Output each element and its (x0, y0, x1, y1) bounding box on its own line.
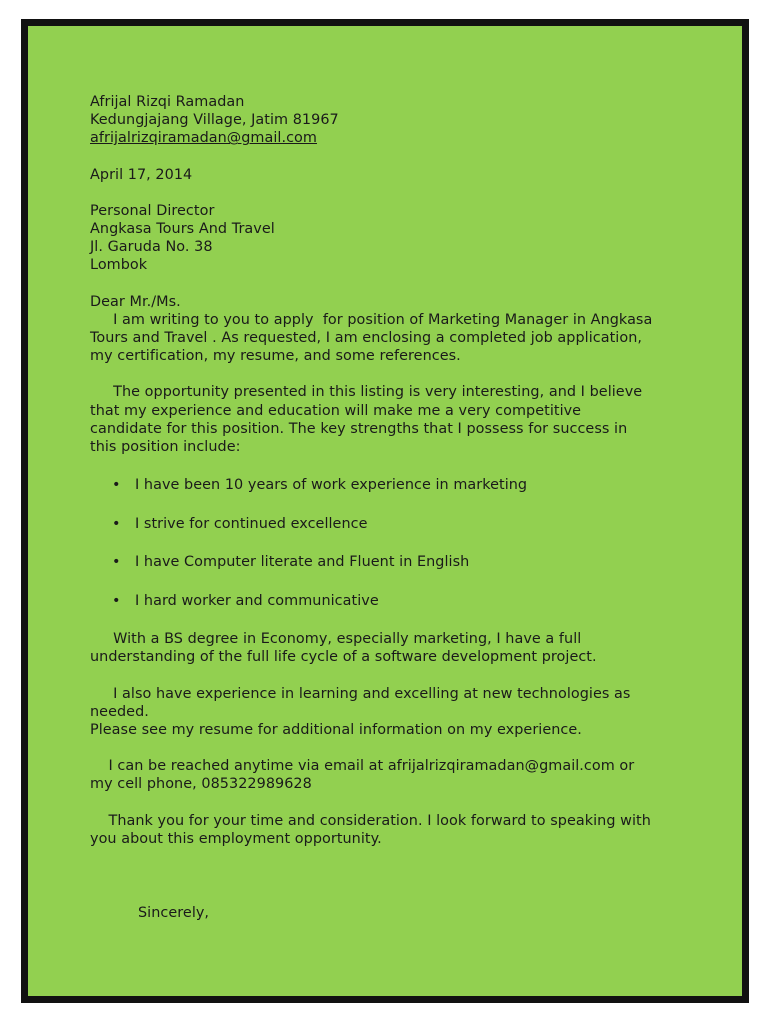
letter-date: April 17, 2014 (90, 166, 193, 183)
paragraph-intro (90, 311, 690, 366)
list-item (90, 515, 690, 554)
recipient-block (90, 202, 690, 275)
salutation: Dear Mr./Ms. (90, 293, 181, 310)
paragraph-line: Please see my resume for additional information on my experience. (90, 722, 582, 739)
paragraph-line: needed. (90, 703, 149, 720)
strength-text: I strive for continued excellence (135, 515, 368, 532)
bullet-icon: • (112, 515, 121, 532)
recipient-title: Personal Director (90, 202, 215, 219)
paragraph-line: I am writing to you to apply for position of Marketing Manager in Angkasa (90, 311, 653, 328)
paragraph-thanks (90, 812, 690, 848)
bullet-icon: • (112, 592, 121, 609)
strength-text: I have Computer literate and Fluent in English (135, 554, 470, 571)
paragraph-line: With a BS degree in Economy, especially marketing, I have a full (90, 631, 582, 648)
sender-email-link[interactable]: afrijalrizqiramadan@gmail.com (90, 130, 317, 147)
sender-address: Kedungjajang Village, Jatim 81967 (90, 112, 339, 129)
paragraph-line: candidate for this position. The key strengths that I possess for success in (90, 420, 628, 437)
strength-text: I have been 10 years of work experience in marketing (135, 477, 528, 494)
recipient-city: Lombok (90, 257, 148, 274)
sender-name: Afrijal Rizqi Ramadan (90, 94, 245, 110)
list-item (90, 592, 690, 631)
paragraph-line: you about this employment opportunity. (90, 830, 382, 847)
paragraph-line: that my experience and education will make me a very competitive (90, 402, 582, 419)
paragraph-line: I also have experience in learning and excelling at new technologies as (90, 685, 631, 702)
bullet-icon: • (112, 477, 121, 494)
paragraph-line: Thank you for your time and consideration. I look forward to speaking with (90, 812, 651, 829)
paragraph-line: understanding of the full life cycle of a software development project. (90, 649, 597, 666)
paragraph-technologies (90, 685, 690, 740)
recipient-company: Angkasa Tours And Travel (90, 221, 275, 238)
paragraph-opportunity (90, 383, 690, 456)
recipient-street: Jl. Garuda No. 38 (90, 239, 213, 256)
paragraph-line: Tours and Travel . As requested, I am enclosing a completed job application, (90, 330, 642, 347)
list-item (90, 553, 690, 592)
bullet-icon: • (112, 554, 121, 571)
strength-text: I hard worker and communicative (135, 592, 379, 609)
paragraph-line: my cell phone, 085322989628 (90, 776, 312, 793)
paragraph-degree (90, 630, 690, 666)
strengths-list (90, 476, 690, 630)
sender-block (90, 93, 690, 148)
closing: Sincerely, (138, 905, 210, 922)
paragraph-line: this position include: (90, 439, 241, 456)
paragraph-line: The opportunity presented in this listing is very interesting, and I believe (90, 384, 643, 401)
paragraph-contact (90, 757, 690, 793)
paragraph-line: my certification, my resume, and some references. (90, 348, 461, 365)
list-item (90, 476, 690, 515)
paragraph-line: I can be reached anytime via email at afrijalrizqiramadan@gmail.com or (90, 758, 635, 775)
cover-letter (90, 93, 690, 922)
